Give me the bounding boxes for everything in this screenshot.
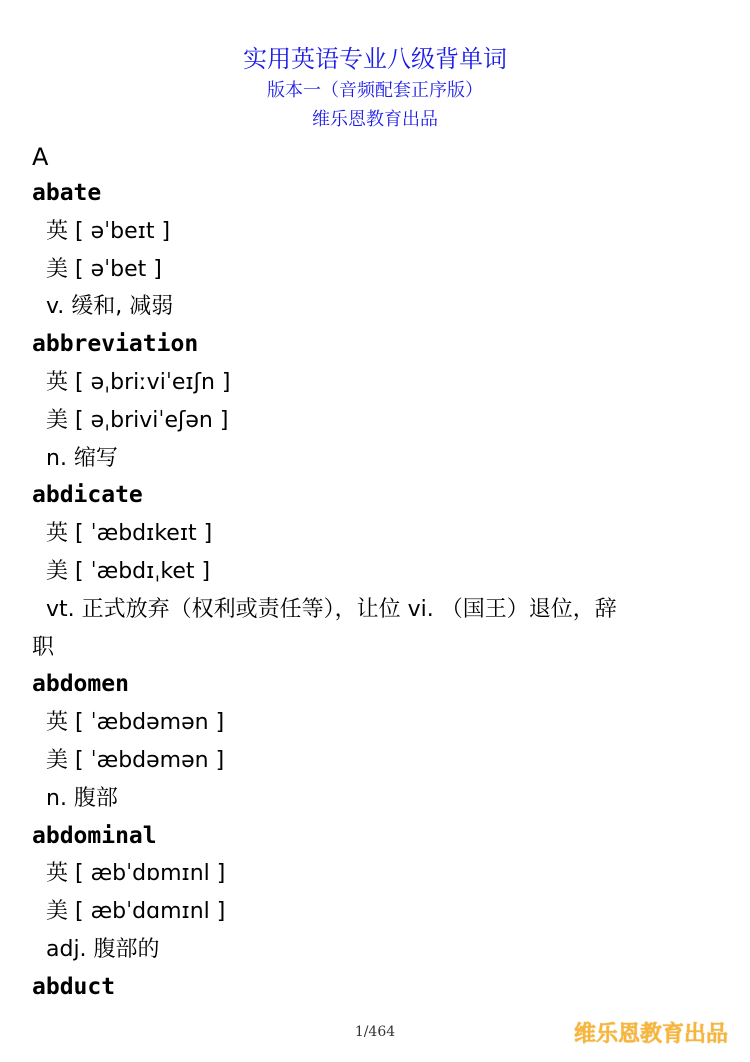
headword: abduct: [32, 973, 116, 1000]
definition: vt. 正式放弃（权利或责任等），让位 vi. （国王）退位，辞: [46, 596, 617, 622]
us-pronunciation: 美 [ ˈæbdɪˌket ]: [46, 558, 211, 584]
entry-abdicate: [32, 477, 722, 666]
headword: abdomen: [32, 671, 129, 698]
uk-pronunciation: 英 [ ˈæbdəmən ]: [46, 710, 225, 736]
us-pronunciation: 美 [ əˌbriviˈeʃən ]: [46, 407, 229, 433]
document-header: [0, 42, 750, 134]
word-list: [32, 137, 722, 1007]
section-letter: A: [32, 143, 49, 171]
publisher-line: 维乐恩教育出品: [312, 109, 438, 130]
headword: abdicate: [32, 482, 143, 509]
us-pronunciation: 美 [ ˈæbdəmən ]: [46, 747, 225, 773]
uk-pronunciation: 英 [ æbˈdɒmɪnl ]: [46, 861, 226, 887]
entry-abate: [32, 175, 722, 326]
us-pronunciation: 美 [ əˈbet ]: [46, 256, 162, 282]
definition: v. 缓和, 减弱: [46, 294, 174, 320]
page-number: 1/464: [354, 1024, 396, 1040]
entry-abdominal: [32, 818, 722, 969]
uk-pronunciation: 英 [ əˈbeɪt ]: [46, 218, 171, 244]
entry-abbreviation: [32, 326, 722, 477]
uk-pronunciation: 英 [ əˌbriːviˈeɪʃn ]: [46, 369, 231, 395]
definition: adj. 腹部的: [46, 936, 160, 962]
entry-abdomen: [32, 666, 722, 817]
us-pronunciation: 美 [ æbˈdɑmɪnl ]: [46, 899, 226, 925]
definition: n. 缩写: [46, 445, 118, 471]
publisher-watermark: 维乐恩教育出品: [573, 1022, 728, 1047]
page-title: 实用英语专业八级背单词: [243, 45, 507, 73]
entry-abduct: [32, 969, 722, 1007]
page-subtitle: 版本一（音频配套正序版）: [267, 80, 483, 101]
definition: n. 腹部: [46, 785, 118, 811]
headword: abate: [32, 180, 102, 206]
definition-continued: 职: [32, 634, 55, 660]
headword: abdominal: [32, 822, 157, 849]
uk-pronunciation: 英 [ ˈæbdɪkeɪt ]: [46, 521, 213, 547]
headword: abbreviation: [32, 331, 199, 358]
